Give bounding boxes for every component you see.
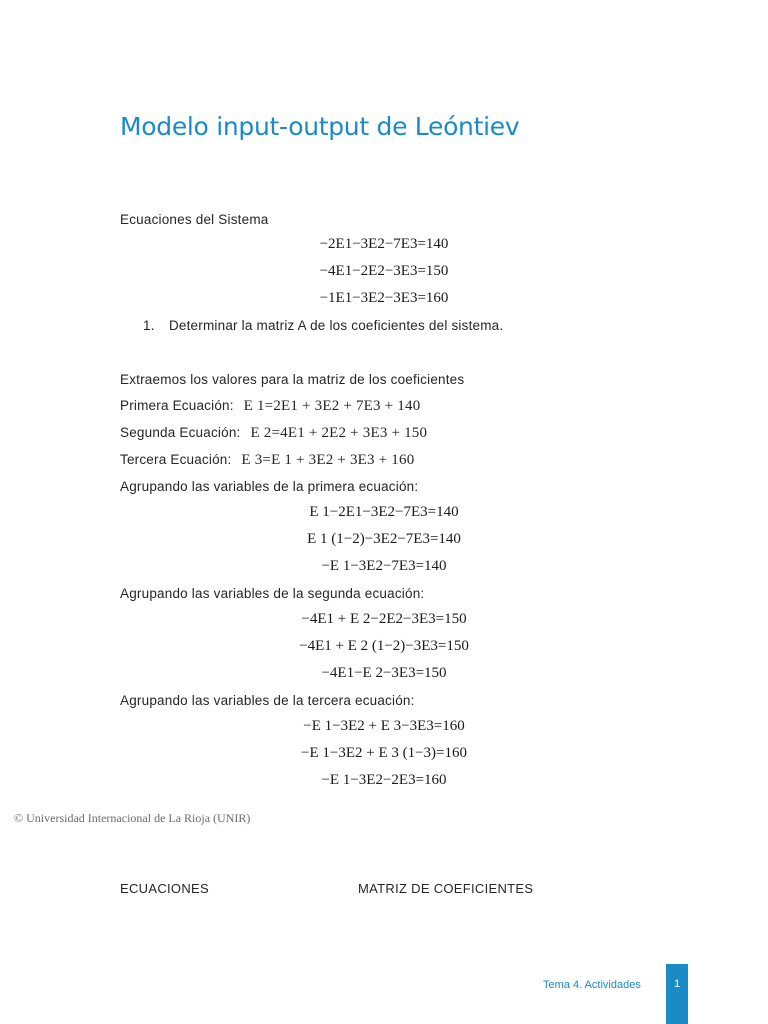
group3-line-2: −E 1−3E2 + E 3 (1−3)=160: [300, 745, 468, 761]
page-title: Modelo input-output de Leóntiev: [120, 112, 520, 141]
system-equation-3: −1E1−3E2−3E3=160: [319, 290, 449, 306]
task-number: 1.: [143, 318, 155, 333]
group2-line-2: −4E1 + E 2 (1−2)−3E3=150: [299, 638, 469, 654]
page-number-tab: [666, 964, 688, 1024]
group2-line-1: −4E1 + E 2−2E2−3E3=150: [301, 611, 467, 627]
first-equation-label: Primera Ecuación:: [120, 398, 234, 413]
column-header-equations: ECUACIONES: [120, 881, 209, 896]
system-equation-2: −4E1−2E2−3E3=150: [319, 263, 449, 279]
first-equation: E 1=2E1 + 3E2 + 7E3 + 140: [243, 398, 421, 414]
second-equation: E 2=4E1 + 2E2 + 3E3 + 150: [250, 425, 428, 441]
group1-label: Agrupando las variables de la primera ecuación:: [120, 479, 419, 494]
second-equation-row: [120, 425, 427, 442]
third-equation: E 3=E 1 + 3E2 + 3E3 + 160: [241, 452, 415, 468]
task-item: [143, 318, 503, 333]
group3-label: Agrupando las variables de la tercera ecuación:: [120, 693, 415, 708]
copyright-notice: © Universidad Internacional de La Rioja (UNIR): [14, 811, 251, 825]
group3-line-3: −E 1−3E2−2E3=160: [321, 772, 447, 788]
third-equation-row: [120, 452, 414, 469]
footer-section-label: Tema 4. Actividades: [543, 979, 641, 991]
group2-line-3: −4E1−E 2−3E3=150: [321, 665, 447, 681]
group1-line-3: −E 1−3E2−7E3=140: [321, 558, 447, 574]
group3-line-1: −E 1−3E2 + E 3−3E3=160: [303, 718, 465, 734]
group2-label: Agrupando las variables de la segunda ecuación:: [120, 586, 425, 601]
page-number: 1: [673, 978, 681, 990]
group1-line-2: E 1 (1−2)−3E2−7E3=140: [307, 531, 461, 547]
column-header-matrix: MATRIZ DE COEFICIENTES: [358, 881, 534, 896]
third-equation-label: Tercera Ecuación:: [120, 452, 232, 467]
second-equation-label: Segunda Ecuación:: [120, 425, 241, 440]
section-heading: Ecuaciones del Sistema: [120, 212, 269, 227]
first-equation-row: [120, 398, 420, 415]
system-equation-1: −2E1−3E2−7E3=140: [319, 236, 449, 252]
task-text: Determinar la matriz A de los coeficientes del sistema.: [168, 318, 504, 333]
group1-line-1: E 1−2E1−3E2−7E3=140: [309, 504, 459, 520]
extract-intro: Extraemos los valores para la matriz de los coeficientes: [120, 372, 465, 387]
